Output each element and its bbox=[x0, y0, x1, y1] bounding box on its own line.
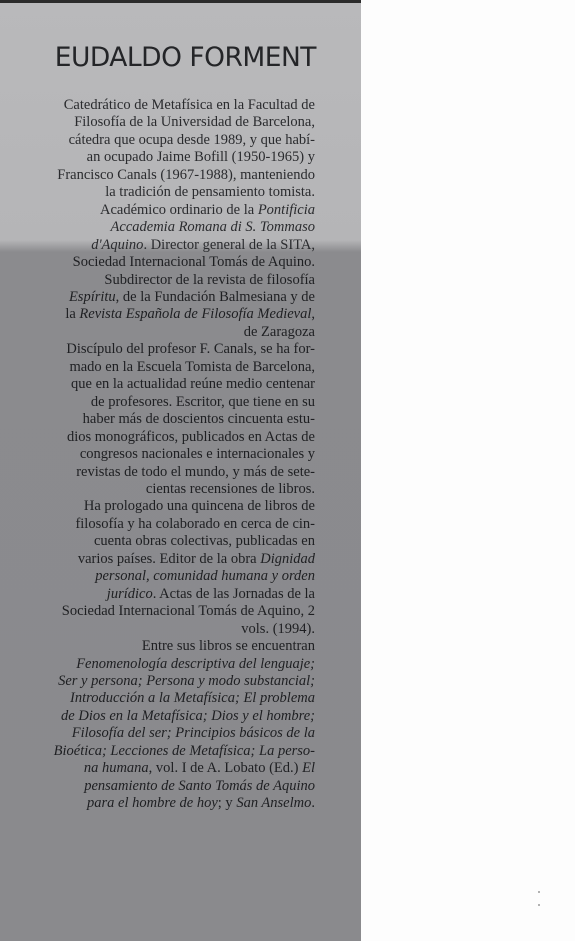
bio-line bbox=[18, 254, 315, 271]
bio-line bbox=[18, 132, 315, 149]
bio-italic-text: personal, comunidad humana y orden bbox=[95, 568, 315, 585]
bio-line bbox=[18, 690, 315, 707]
bio-italic-text: na humana bbox=[83, 760, 149, 777]
bio-text: Sociedad Internacional Tomás de Aquino, 2 bbox=[61, 603, 315, 620]
bio-italic-text: Ser y persona; Persona y modo substancial; bbox=[58, 672, 315, 689]
bio-line bbox=[18, 673, 315, 690]
bio-text: filosofía y ha colaborado en cerca de cin- bbox=[75, 515, 315, 532]
bio-line bbox=[18, 341, 315, 358]
bio-text: revistas de todo el mundo, y más de sete- bbox=[76, 463, 315, 480]
bio-text: an ocupado Jaime Bofill (1950-1965) y bbox=[86, 149, 315, 166]
bio-text: , vol. I de A. Lobato (Ed.) bbox=[148, 760, 303, 777]
bio-line bbox=[18, 760, 315, 777]
edge-marks bbox=[536, 889, 542, 909]
bio-italic-text: Filosofía del ser; Principios básicos de la bbox=[71, 725, 315, 742]
bio-text: Académico ordinario de la bbox=[99, 201, 258, 218]
bio-line bbox=[18, 167, 315, 184]
author-name: EUDALDO FORMENT bbox=[54, 42, 316, 73]
bio-text: congresos nacionales e internacionales y bbox=[79, 446, 315, 463]
bio-line bbox=[18, 778, 315, 795]
bio-line bbox=[18, 708, 315, 725]
bio-text: Discípulo del profesor F. Canals, se ha for- bbox=[66, 341, 315, 358]
bio-line bbox=[18, 202, 315, 219]
bio-line bbox=[18, 306, 315, 323]
bio-text: , de la Fundación Balmesiana y de bbox=[115, 288, 315, 305]
bio-line bbox=[18, 114, 315, 131]
bio-line bbox=[18, 446, 315, 463]
bio-line bbox=[18, 603, 315, 620]
bio-line bbox=[18, 184, 315, 201]
author-biography bbox=[18, 97, 315, 813]
bio-text: de profesores. Escritor, que tiene en su bbox=[90, 393, 315, 410]
bio-line bbox=[18, 621, 315, 638]
bio-text: cátedra que ocupa desde 1989, y que habí- bbox=[68, 131, 315, 148]
bio-italic-text: San Anselmo bbox=[236, 795, 312, 812]
top-border bbox=[0, 0, 361, 3]
bio-text: que en la actualidad reúne medio centenar bbox=[71, 376, 315, 393]
bio-line bbox=[18, 219, 315, 236]
bio-text: . Director general de la SITA, bbox=[143, 236, 315, 253]
bio-italic-text: d'Aquino bbox=[91, 236, 144, 253]
bio-line bbox=[18, 376, 315, 393]
bio-italic-text: Introducción a la Metafísica; El problema bbox=[70, 690, 315, 707]
bio-line bbox=[18, 324, 315, 341]
bio-line bbox=[18, 464, 315, 481]
bio-text: varios países. Editor de la obra bbox=[77, 550, 261, 567]
bio-italic-text: Fenomenología descriptiva del lenguaje; bbox=[76, 655, 315, 672]
bio-text: . Actas de las Jornadas de la bbox=[152, 585, 315, 602]
bio-text: Subdirector de la revista de filosofía bbox=[104, 271, 315, 288]
bio-text: mado en la Escuela Tomista de Barcelona, bbox=[69, 358, 315, 375]
bio-line bbox=[18, 638, 315, 655]
bio-line bbox=[18, 149, 315, 166]
bio-text: Catedrático de Metafísica en la Facultad de bbox=[63, 97, 315, 113]
bio-text: vols. (1994). bbox=[241, 620, 315, 637]
bio-italic-text: Espíritu bbox=[68, 288, 116, 305]
bio-italic-text: Dignidad bbox=[260, 550, 315, 567]
bio-text: de Zaragoza bbox=[243, 323, 315, 340]
bio-line bbox=[18, 533, 315, 550]
bio-line bbox=[18, 795, 315, 812]
bio-text: ; y bbox=[217, 795, 237, 812]
bio-line bbox=[18, 394, 315, 411]
bio-line bbox=[18, 568, 315, 585]
bio-italic-text: El bbox=[302, 760, 315, 777]
bio-text: . bbox=[311, 795, 315, 812]
bio-text: dios monográficos, publicados en Actas de bbox=[66, 428, 315, 445]
bio-line bbox=[18, 725, 315, 742]
bio-text: haber más de doscientos cincuenta estu- bbox=[82, 411, 315, 428]
bio-line bbox=[18, 289, 315, 306]
bio-text: Francisco Canals (1967-1988), manteniendo bbox=[57, 166, 315, 183]
bio-text: la bbox=[65, 306, 80, 323]
bio-text: , bbox=[311, 306, 315, 323]
bio-line bbox=[18, 359, 315, 376]
bio-line bbox=[18, 516, 315, 533]
bio-text: Entre sus libros se encuentran bbox=[141, 638, 315, 655]
bio-text: Sociedad Internacional Tomás de Aquino. bbox=[72, 254, 315, 271]
bio-line bbox=[18, 743, 315, 760]
bio-line bbox=[18, 97, 315, 114]
bio-line bbox=[18, 551, 315, 568]
bio-text: Filosofía de la Universidad de Barcelona, bbox=[74, 114, 315, 131]
bio-line bbox=[18, 656, 315, 673]
bio-line bbox=[18, 272, 315, 289]
bio-text: Ha prologado una quincena de libros de bbox=[83, 498, 315, 515]
bio-line bbox=[18, 411, 315, 428]
bio-italic-text: Revista Española de Filosofía Medieval bbox=[79, 306, 312, 323]
bio-italic-text: jurídico bbox=[106, 585, 153, 602]
bio-text: la tradición de pensamiento tomista. bbox=[105, 184, 315, 201]
bio-italic-text: Bioética; Lecciones de Metafísica; La perso- bbox=[53, 742, 315, 759]
bio-line bbox=[18, 586, 315, 603]
bio-italic-text: Pontificia bbox=[257, 201, 315, 218]
bio-italic-text: pensamiento de Santo Tomás de Aquino bbox=[84, 777, 315, 794]
bio-italic-text: para el hombre de hoy bbox=[87, 795, 218, 812]
bio-line bbox=[18, 481, 315, 498]
bio-line bbox=[18, 429, 315, 446]
bio-text: cientas recensiones de libros. bbox=[145, 480, 315, 497]
bio-line bbox=[18, 498, 315, 515]
bio-line bbox=[18, 237, 315, 254]
bio-italic-text: Accademia Romana di S. Tommaso bbox=[110, 219, 315, 236]
bio-italic-text: de Dios en la Metafísica; Dios y el hombre; bbox=[61, 707, 315, 724]
bio-text: cuenta obras colectivas, publicadas en bbox=[93, 533, 315, 550]
